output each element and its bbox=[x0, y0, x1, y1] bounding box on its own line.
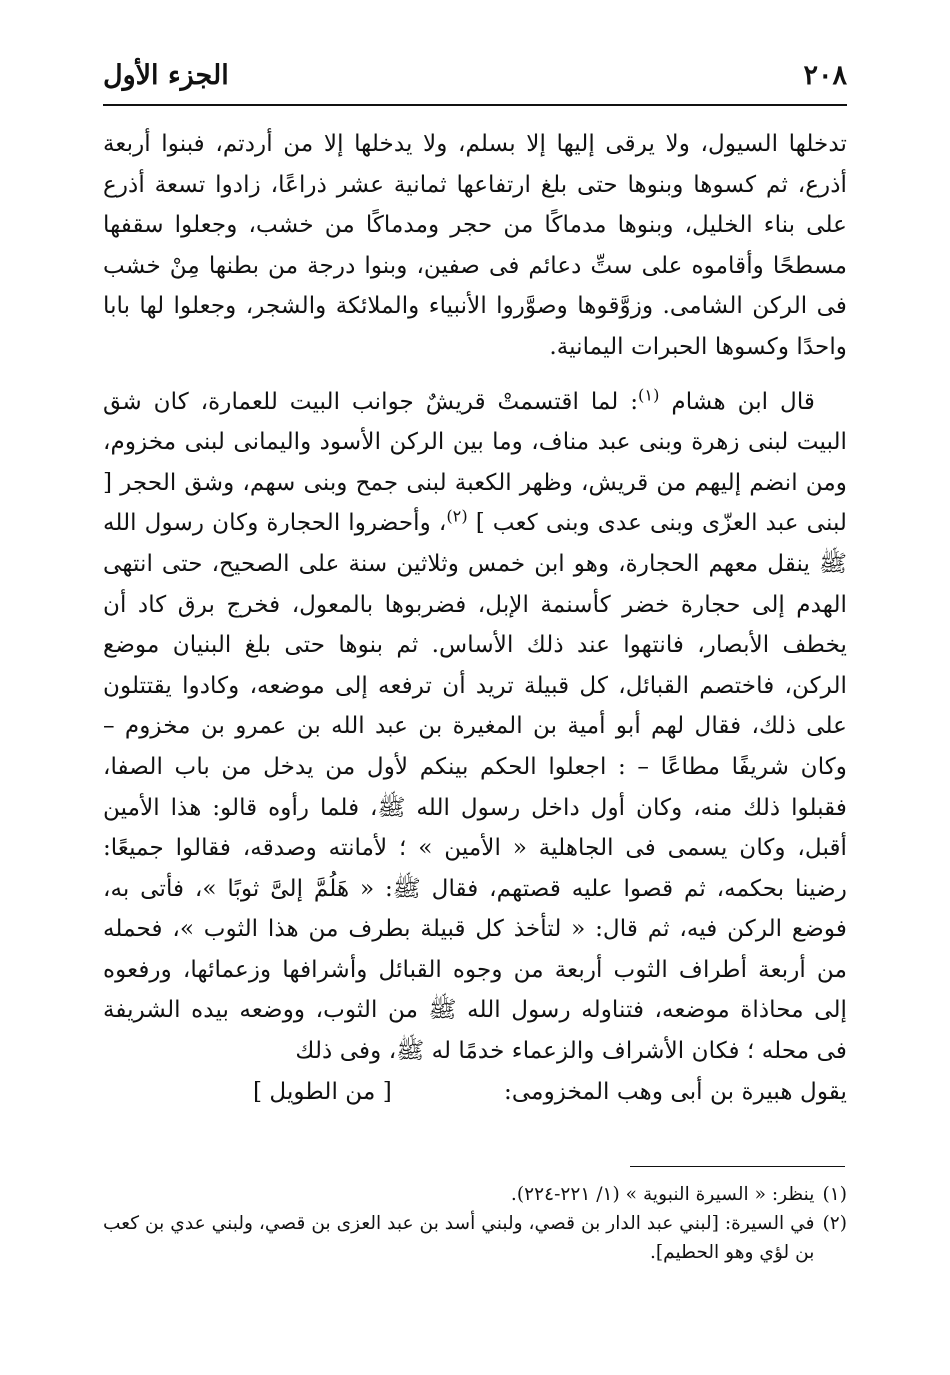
footnote bbox=[103, 1180, 847, 1209]
footnotes bbox=[103, 1180, 847, 1267]
page-number: ٢٠٨ bbox=[803, 60, 847, 91]
header-divider bbox=[103, 104, 847, 106]
footnote-marker: (١) bbox=[638, 384, 660, 404]
footnote-text: ينظر: « السيرة النبوية » (١/ ٢٢١-٢٢٤). bbox=[510, 1184, 815, 1205]
footnote bbox=[103, 1209, 847, 1267]
footnote-marker: (٢) bbox=[446, 506, 468, 526]
paragraph-text: : لما اقتسمتْ قريشٌ جوانب البيت للعمارة، كان شق البيت لبنى زهرة وبنى عبد مناف، وما بين الركن الأسود واليمانى لبنى مخزوم، ومن انضم إليهم من قريش، وظهر الكعبة لبنى جمح وبنى سهم، وشق الحجر [ لبنى عبد العزّى وبنى عدى وبنى كعب ] bbox=[103, 387, 847, 537]
verse-meter: [ من الطويل ] bbox=[253, 1077, 392, 1105]
main-text bbox=[103, 124, 847, 1112]
page-header bbox=[103, 58, 847, 98]
footnote-number: (١) bbox=[822, 1184, 847, 1205]
verse-intro-line bbox=[103, 1072, 847, 1112]
verse-intro: يقول هبيرة بن أبى وهب المخزومى: bbox=[504, 1077, 847, 1105]
running-title: الجزء الأول bbox=[103, 60, 229, 91]
footnote-divider bbox=[630, 1166, 845, 1167]
footnote-number: (٢) bbox=[822, 1213, 847, 1234]
footnote-text: في السيرة: [لبني عبد الدار بن قصي، ولبني أسد بن عبد العزى بن قصي، ولبني عدي بن كعب بن لؤي وهو الحطيم]. bbox=[103, 1213, 815, 1263]
paragraph-lead: قال ابن هشام bbox=[671, 387, 815, 415]
paragraph: تدخلها السيول، ولا يرقى إليها إلا بسلم، ولا يدخلها إلا من أردتم، فبنوا أربعة أذرع، ثم كسوها وبنوها حتى بلغ ارتفاعها ثمانية عشر ذراعًا، زادوا تسعة أذرع على بناء الخليل، وبنوها مدماكًا من حجر ومدماكًا من خشب، وجعلوا سقفها مسطحًا وأقاموه على ستِّ دعائم فى صفين، وبنوا درجة من بطنها مِنْ خشب فى الركن الشامى. وزوَّقوها وصوَّروا الأنبياء والملائكة والشجر، وجعلوا لها بابا واحدًا وكسوها الحبرات اليمانية. bbox=[103, 130, 847, 360]
paragraph-text: ، وأحضروا الحجارة وكان رسول الله ﷺ ينقل معهم الحجارة، وهو ابن خمس وثلاثين سنة على الصحيح، حتى انتهى الهدم إلى حجارة خضر كأسنمة الإبل، فضربوها بالمعول، فخرج برق كاد أن يخطف الأبصار، فانتهوا عند ذلك الأساس. ثم بنوها حتى بلغ البنيان موضع الركن، فاختصم القبائل، كل قبيلة تريد أن ترفعه إلى موضعه، وكادوا يقتتلون على ذلك، فقال لهم أبو أمية بن المغيرة بن عبد الله بن عمرو بن مخزوم – وكان شريفًا مطاعًا – : اجعلوا الحكم بينكم لأول من يدخل من باب الصفا، فقبلوا ذلك منه، وكان أول داخل رسول الله ﷺ، فلما رأوه قالو: هذا الأمين أقبل، وكان يسمى فى الجاهلية « الأمين » ؛ لأمانته وصدقه، فقالوا جميعًا: رضينا بحكمه، ثم قصوا عليه قصتهم، فقال ﷺ: « هَلُمَّ إلىَّ ثوبًا »، فأتى به، فوضع الركن فيه، ثم قال: « لتأخذ كل قبيلة بطرف من هذا الثوب »، فحمله من أربعة أطراف الثوب أربعة من وجوه القبائل وأشرافها وزعمائها، ورفعوه إلى محاذاة موضعه، فتناوله رسول الله ﷺ من الثوب، ووضعه بيده الشريفة فى محله ؛ فكان الأشراف والزعماء خدمًا له ﷺ، وفى ذلك bbox=[103, 509, 847, 1065]
paragraph bbox=[103, 382, 847, 1072]
